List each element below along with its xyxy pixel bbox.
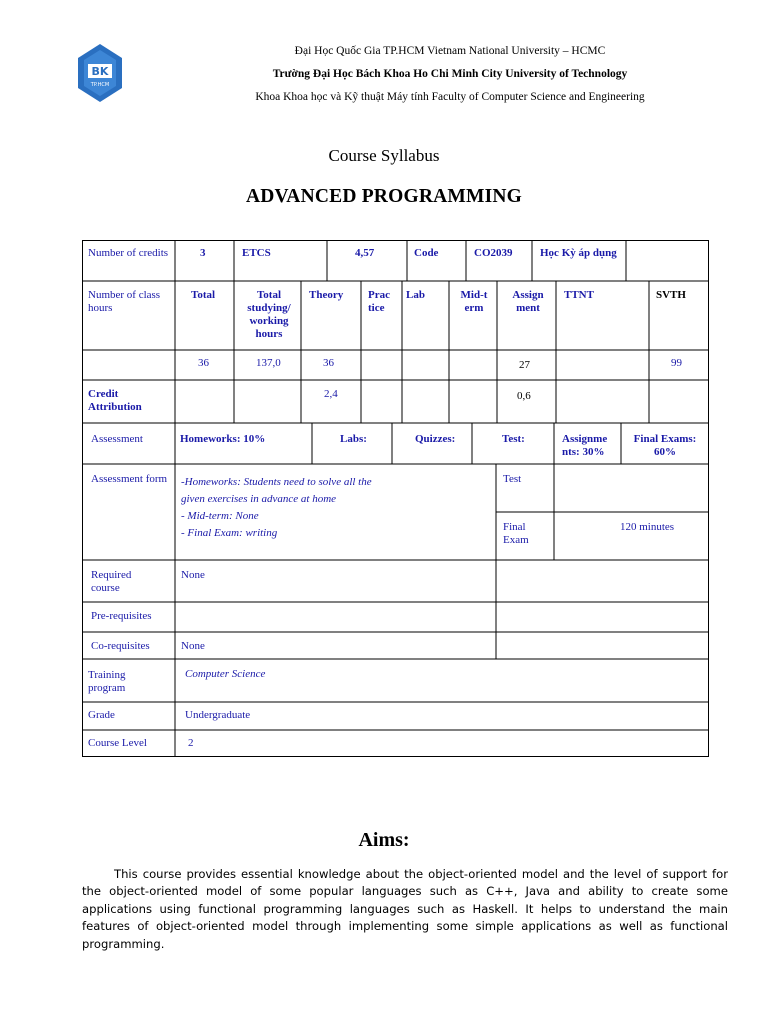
- assessment-assignments: Assignme nts: 30%: [562, 433, 608, 458]
- credit-attribution-label: Credit Attribution: [88, 388, 142, 413]
- header-line-3: Khoa Khoa học và Kỹ thuật Máy tính Faculty of Computer Science and Engineering: [255, 91, 645, 103]
- corequisites-value: None: [181, 640, 205, 652]
- assessment-label: Assessment: [91, 433, 143, 445]
- class-hours-label: Number of class hours: [88, 289, 161, 314]
- hours-assignment-value: 27: [519, 359, 530, 371]
- training-program-value: Computer Science: [185, 668, 266, 680]
- etcs-value: 4,57: [355, 247, 375, 259]
- required-course-label: Required course: [91, 569, 132, 594]
- code-value: CO2039: [474, 247, 513, 259]
- assessment-homeworks: Homeworks: 10%: [180, 433, 266, 445]
- hours-total-header: Total: [191, 289, 216, 301]
- hours-total-studying-header: Total studying/ working hours: [247, 289, 291, 340]
- assessment-form-line: - Final Exam: writing: [181, 527, 278, 539]
- course-name: ADVANCED PROGRAMMING: [245, 186, 523, 207]
- hours-assignment-header: Assign ment: [512, 289, 544, 314]
- assessment-quizzes: Quizzes:: [415, 433, 456, 445]
- corequisites-label: Co-requisites: [91, 640, 150, 652]
- credits-label: Number of credits: [88, 247, 169, 259]
- university-logo: [78, 44, 122, 102]
- assessment-form-line: - Mid-term: None: [181, 510, 259, 522]
- course-level-value: 2: [188, 737, 194, 749]
- hours-total-value: 36: [198, 357, 209, 369]
- hours-svth-header: SVTH: [656, 289, 686, 301]
- final-exam-duration: 120 minutes: [620, 521, 675, 533]
- assessment-labs: Labs:: [340, 433, 367, 445]
- hours-theory-value: 36: [323, 357, 334, 369]
- credit-assignment-value: 0,6: [517, 390, 531, 402]
- final-exam-label: Final Exam: [503, 521, 529, 546]
- header-line-2: Trường Đại Học Bách Khoa Ho Chi Minh City University of Technology: [272, 68, 628, 80]
- semester-label: Học Kỳ áp dụng: [540, 247, 617, 259]
- assessment-test: Test:: [502, 433, 525, 445]
- grade-label: Grade: [88, 709, 115, 721]
- hours-svth-value: 99: [671, 357, 682, 369]
- assessment-form-line: -Homeworks: Students need to solve all the: [181, 476, 372, 488]
- credit-theory-value: 2,4: [324, 388, 338, 400]
- training-program-label: Training program: [88, 669, 126, 694]
- aims-paragraph: [82, 866, 728, 953]
- assessment-final-exams: Final Exams: 60%: [633, 433, 697, 458]
- svg-text:TP.HCM: TP.HCM: [90, 82, 110, 88]
- hours-lab-header: Lab: [406, 289, 425, 301]
- etcs-label: ETCS: [242, 247, 271, 259]
- code-label: Code: [414, 247, 439, 259]
- aims-text: This course provides essential knowledge about the object-oriented model and the level of support for the object-oriented model of some popular languages such as C++, Java and ability to create some applications using functional programming languages such as Haskell. It helps to understand the main features of object-oriented model through implementing some simple applications as well as functional programming.: [82, 867, 728, 951]
- grade-value: Undergraduate: [185, 709, 251, 721]
- header-line-1: Đại Học Quốc Gia TP.HCM Vietnam National University – HCMC: [294, 45, 606, 57]
- hours-practice-header: Prac tice: [368, 289, 390, 314]
- prerequisites-label: Pre-requisites: [91, 610, 152, 622]
- course-level-label: Course Level: [88, 737, 147, 749]
- table-grid-lines: [82, 240, 709, 757]
- page-title: Course Syllabus: [328, 146, 440, 165]
- assessment-form-line: given exercises in advance at home: [181, 493, 337, 505]
- assessment-form-label: Assessment form: [91, 473, 168, 485]
- credits-value: 3: [200, 247, 206, 259]
- hours-total-studying-value: 137,0: [256, 357, 281, 369]
- hours-theory-header: Theory: [309, 289, 344, 301]
- hours-ttnt-header: TTNT: [564, 289, 594, 301]
- assessment-form-details: [181, 474, 372, 542]
- aims-heading: Aims:: [358, 829, 410, 851]
- svg-text:BK: BK: [91, 65, 109, 78]
- syllabus-table: [82, 240, 709, 757]
- test-label: Test: [503, 473, 522, 485]
- hours-midterm-header: Mid-t erm: [460, 289, 488, 314]
- required-course-value: None: [181, 569, 205, 581]
